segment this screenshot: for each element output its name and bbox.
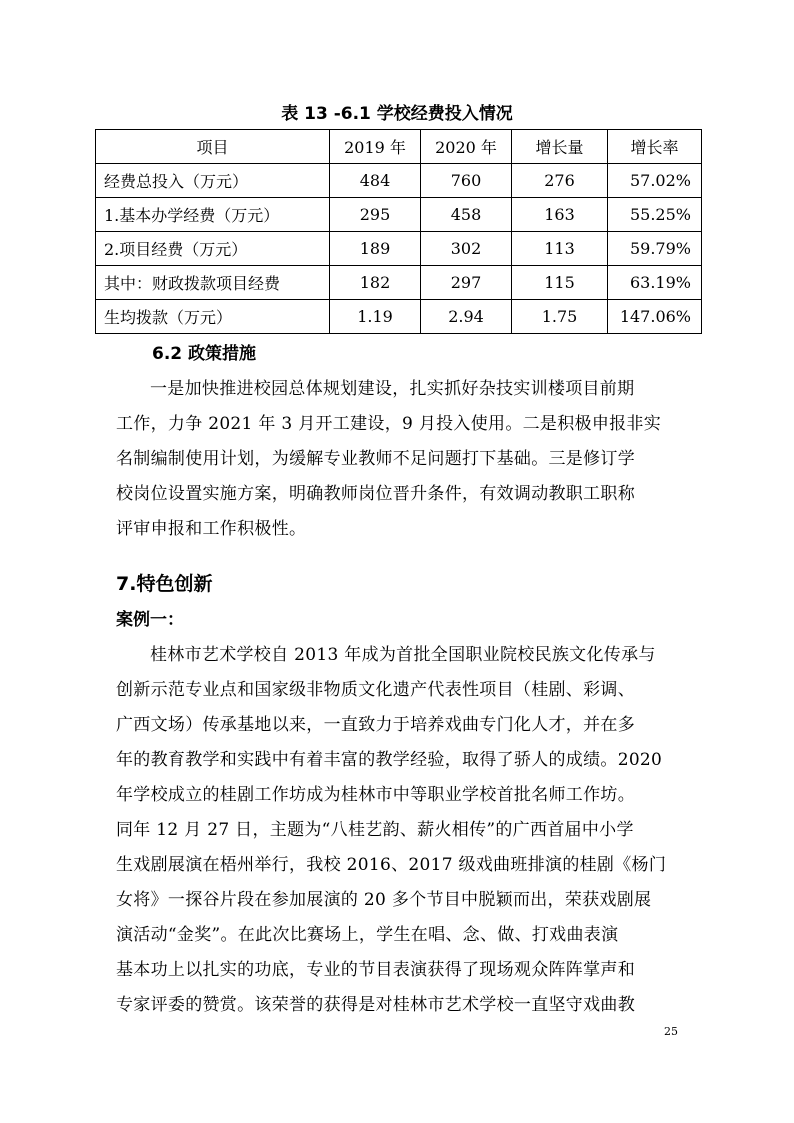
policy-paragraph	[116, 372, 696, 547]
table-header-row	[96, 130, 702, 164]
table-cell: 59.79%	[608, 232, 702, 266]
section-heading-policy: 6.2 政策措施	[152, 344, 257, 364]
paragraph-line: 评审申报和工作积极性。	[116, 519, 307, 539]
table-cell: 163	[512, 198, 608, 232]
paragraph-line: 工作，力争 2021 年 3 月开工建设，9 月投入使用。二是积极申报非实	[116, 414, 662, 434]
paragraph-line: 同年 12 月 27 日，主题为“八桂艺韵、薪火相传”的广西首届中小学	[116, 820, 634, 840]
table-cell: 63.19%	[608, 266, 702, 300]
table-cell: 147.06%	[608, 300, 702, 334]
table-cell: 295	[330, 198, 421, 232]
table-cell: 182	[330, 266, 421, 300]
funding-table	[95, 129, 702, 334]
table-row	[96, 232, 702, 266]
table-cell: 115	[512, 266, 608, 300]
table-row	[96, 266, 702, 300]
table-cell: 113	[512, 232, 608, 266]
table-row	[96, 198, 702, 232]
table-cell: 302	[421, 232, 512, 266]
paragraph-line: 基本功上以扎实的功底，专业的节目表演获得了现场观众阵阵掌声和	[116, 960, 635, 980]
paragraph-line: 广西文场）传承基地以来，一直致力于培养戏曲专门化人才，并在多	[116, 715, 635, 735]
table-row	[96, 164, 702, 198]
table-cell: 297	[421, 266, 512, 300]
table-cell: 55.25%	[608, 198, 702, 232]
paragraph-line: 年学校成立的桂剧工作坊成为桂林市中等职业学校首批名师工作坊。	[116, 785, 635, 805]
paragraph-line: 一是加快推进校园总体规划建设，扎实抓好杂技实训楼项目前期	[150, 379, 635, 399]
paragraph-line: 创新示范专业点和国家级非物质文化遗产代表性项目（桂剧、彩调、	[116, 680, 635, 700]
table-cell: 2.94	[421, 300, 512, 334]
table-row	[96, 300, 702, 334]
section-heading-innovation: 7.特色创新	[116, 573, 213, 595]
table-cell: 其中：财政拨款项目经费	[96, 266, 330, 300]
paragraph-line: 年的教育教学和实践中有着丰富的教学经验，取得了骄人的成绩。2020	[116, 750, 663, 770]
paragraph-line: 演活动“金奖”。在此次比赛场上，学生在唱、念、做、打戏曲表演	[116, 925, 619, 945]
paragraph-line: 校岗位设置实施方案，明确教师岗位晋升条件，有效调动教职工职称	[116, 484, 635, 504]
paragraph-line: 女将》一探谷片段在参加展演的 20 多个节目中脱颖而出，荣获戏剧展	[116, 890, 652, 910]
table-cell: 生均拨款（万元）	[96, 300, 330, 334]
paragraph-line: 专家评委的赞赏。该荣誉的获得是对桂林市艺术学校一直坚守戏曲教	[116, 995, 635, 1015]
table-cell: 1.75	[512, 300, 608, 334]
table-cell: 458	[421, 198, 512, 232]
case-paragraph	[116, 638, 696, 1023]
column-header: 增长率	[608, 130, 702, 164]
table-cell: 276	[512, 164, 608, 198]
column-header: 2019 年	[330, 130, 421, 164]
table-cell: 760	[421, 164, 512, 198]
table-title: 表 13 -6.1 学校经费投入情况	[281, 104, 513, 124]
paragraph-line: 生戏剧展演在梧州举行，我校 2016、2017 级戏曲班排演的桂剧《杨门	[116, 855, 667, 875]
table-cell: 1.基本办学经费（万元）	[96, 198, 330, 232]
table-cell: 1.19	[330, 300, 421, 334]
case-label: 案例一：	[116, 610, 184, 630]
table-cell: 57.02%	[608, 164, 702, 198]
column-header: 2020 年	[421, 130, 512, 164]
table-cell: 2.项目经费（万元）	[96, 232, 330, 266]
paragraph-line: 桂林市艺术学校自 2013 年成为首批全国职业院校民族文化传承与	[150, 645, 656, 665]
table-cell: 484	[330, 164, 421, 198]
page-number: 25	[664, 1025, 678, 1038]
column-header: 增长量	[512, 130, 608, 164]
table-cell: 189	[330, 232, 421, 266]
table-cell: 经费总投入（万元）	[96, 164, 330, 198]
paragraph-line: 名制编制使用计划，为缓解专业教师不足问题打下基础。三是修订学	[116, 449, 635, 469]
column-header: 项目	[96, 130, 330, 164]
